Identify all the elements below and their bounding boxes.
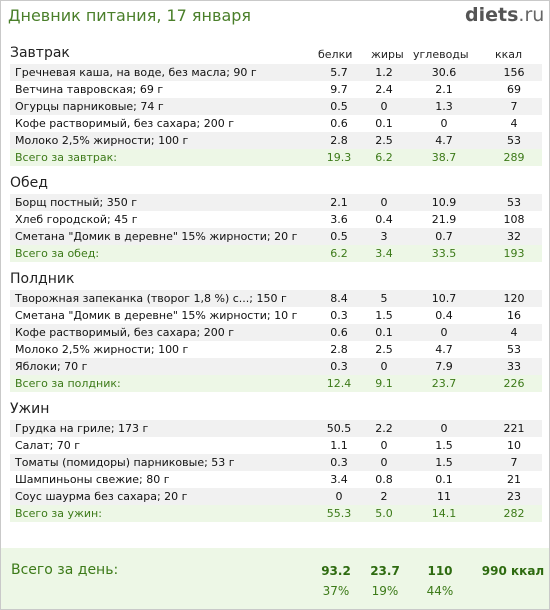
food-carbs: 0.1 [435, 473, 453, 486]
food-protein: 2.8 [330, 134, 348, 147]
food-carbs: 7.9 [435, 360, 453, 373]
food-row[interactable] [10, 488, 542, 505]
food-kcal: 33 [507, 360, 521, 373]
total-kcal: 282 [503, 507, 525, 520]
total-protein: 12.4 [326, 377, 352, 390]
meal-title: Обед [10, 175, 48, 191]
food-row[interactable] [10, 228, 542, 245]
meal-total-row [10, 375, 542, 392]
food-fat: 0 [380, 100, 388, 113]
food-name: Хлеб городской; 45 г [15, 213, 138, 226]
food-row[interactable] [10, 454, 542, 471]
food-row[interactable] [10, 341, 542, 358]
total-label: Всего за полдник: [15, 377, 121, 390]
meal-title: Полдник [10, 271, 75, 287]
site-logo[interactable] [465, 4, 544, 26]
food-name: Сметана "Домик в деревне" 15% жирности; 20 г [15, 230, 298, 243]
meal-total-row [10, 149, 542, 166]
total-kcal: 289 [503, 151, 525, 164]
day-total-label: Всего за день: [11, 562, 119, 578]
food-fat: 2.5 [375, 134, 393, 147]
food-carbs: 1.3 [435, 100, 453, 113]
food-kcal: 53 [507, 134, 521, 147]
total-protein: 19.3 [326, 151, 352, 164]
food-kcal: 221 [503, 422, 525, 435]
food-row[interactable] [10, 290, 542, 307]
food-carbs: 0 [440, 326, 448, 339]
food-kcal: 108 [503, 213, 525, 226]
day-carbs-percent: 44% [426, 584, 454, 598]
food-kcal: 21 [507, 473, 521, 486]
food-name: Яблоки; 70 г [15, 360, 88, 373]
food-name: Сметана "Домик в деревне" 15% жирности; 10 г [15, 309, 298, 322]
food-fat: 0 [380, 456, 388, 469]
food-row[interactable] [10, 307, 542, 324]
food-kcal: 120 [503, 292, 525, 305]
total-protein: 6.2 [330, 247, 348, 260]
food-carbs: 0 [440, 422, 448, 435]
total-label: Всего за обед: [15, 247, 100, 260]
food-protein: 8.4 [330, 292, 348, 305]
day-total-protein: 93.2 [321, 564, 351, 578]
food-kcal: 23 [507, 490, 521, 503]
total-protein: 55.3 [326, 507, 352, 520]
food-row[interactable] [10, 98, 542, 115]
meal-total-row [10, 505, 542, 522]
food-protein: 9.7 [330, 83, 348, 96]
food-protein: 0.3 [330, 456, 348, 469]
food-protein: 0.3 [330, 360, 348, 373]
food-name: Ветчина тавровская; 69 г [15, 83, 164, 96]
total-kcal: 193 [503, 247, 525, 260]
food-row[interactable] [10, 420, 542, 437]
total-label: Всего за завтрак: [15, 151, 118, 164]
food-kcal: 156 [503, 66, 525, 79]
food-carbs: 4.7 [435, 343, 453, 356]
food-name: Молоко 2,5% жирности; 100 г [15, 343, 189, 356]
food-row[interactable] [10, 437, 542, 454]
food-fat: 0 [380, 196, 388, 209]
food-fat: 2 [380, 490, 388, 503]
food-fat: 1.2 [375, 66, 393, 79]
food-fat: 0.1 [375, 326, 393, 339]
meal-title: Завтрак [10, 45, 70, 61]
food-kcal: 4 [510, 326, 518, 339]
food-fat: 0.4 [375, 213, 393, 226]
food-carbs: 1.5 [435, 439, 453, 452]
day-fat-percent: 19% [371, 584, 399, 598]
food-row[interactable] [10, 115, 542, 132]
food-carbs: 1.5 [435, 456, 453, 469]
food-protein: 2.8 [330, 343, 348, 356]
day-total-fat: 23.7 [370, 564, 400, 578]
food-fat: 3 [380, 230, 388, 243]
food-protein: 0.6 [330, 117, 348, 130]
food-protein: 0.5 [330, 230, 348, 243]
total-fat: 6.2 [375, 151, 393, 164]
meal-title: Ужин [10, 401, 50, 417]
food-kcal: 4 [510, 117, 518, 130]
food-protein: 5.7 [330, 66, 348, 79]
food-protein: 0 [335, 490, 343, 503]
food-protein: 1.1 [330, 439, 348, 452]
total-carbs: 14.1 [431, 507, 457, 520]
food-fat: 1.5 [375, 309, 393, 322]
food-row[interactable] [10, 194, 542, 211]
meal-total-row [10, 245, 542, 262]
header-fat: жиры [371, 48, 404, 61]
food-fat: 2.2 [375, 422, 393, 435]
food-row[interactable] [10, 211, 542, 228]
logo-tld: .ru [518, 4, 545, 26]
header-carbs: углеводы [413, 48, 469, 61]
food-name: Кофе растворимый, без сахара; 200 г [15, 117, 234, 130]
food-carbs: 10.9 [431, 196, 457, 209]
food-carbs: 0.7 [435, 230, 453, 243]
food-name: Творожная запеканка (творог 1,8 %) с...; 150 г [15, 292, 287, 305]
page-title: Дневник питания, 17 января [8, 6, 252, 25]
food-kcal: 10 [507, 439, 521, 452]
food-kcal: 7 [510, 456, 518, 469]
food-name: Томаты (помидоры) парниковые; 53 г [15, 456, 235, 469]
food-kcal: 32 [507, 230, 521, 243]
food-protein: 50.5 [326, 422, 352, 435]
total-fat: 3.4 [375, 247, 393, 260]
food-row[interactable] [10, 64, 542, 81]
food-fat: 0.8 [375, 473, 393, 486]
food-fat: 5 [380, 292, 388, 305]
total-fat: 5.0 [375, 507, 393, 520]
food-kcal: 53 [507, 343, 521, 356]
food-name: Молоко 2,5% жирности; 100 г [15, 134, 189, 147]
food-protein: 2.1 [330, 196, 348, 209]
day-total-kcal: 990 ккал [481, 564, 545, 578]
food-kcal: 16 [507, 309, 521, 322]
food-carbs: 11 [437, 490, 451, 503]
food-protein: 0.6 [330, 326, 348, 339]
day-total-carbs: 110 [427, 564, 453, 578]
food-name: Салат; 70 г [15, 439, 81, 452]
total-fat: 9.1 [375, 377, 393, 390]
food-name: Кофе растворимый, без сахара; 200 г [15, 326, 234, 339]
food-protein: 0.3 [330, 309, 348, 322]
header-kcal: ккал [495, 48, 523, 61]
food-kcal: 69 [507, 83, 521, 96]
total-label: Всего за ужин: [15, 507, 102, 520]
day-total-box [1, 548, 549, 609]
food-carbs: 21.9 [431, 213, 457, 226]
food-protein: 0.5 [330, 100, 348, 113]
total-carbs: 33.5 [431, 247, 457, 260]
food-row[interactable] [10, 358, 542, 375]
food-carbs: 0 [440, 117, 448, 130]
food-row[interactable] [10, 81, 542, 98]
total-kcal: 226 [503, 377, 525, 390]
food-carbs: 0.4 [435, 309, 453, 322]
header-protein: белки [318, 48, 353, 61]
food-row[interactable] [10, 471, 542, 488]
food-fat: 0.1 [375, 117, 393, 130]
food-carbs: 30.6 [431, 66, 457, 79]
food-protein: 3.6 [330, 213, 348, 226]
food-name: Гречневая каша, на воде, без масла; 90 г [15, 66, 257, 79]
food-kcal: 53 [507, 196, 521, 209]
logo-name: diets [465, 4, 519, 26]
food-carbs: 10.7 [431, 292, 457, 305]
food-protein: 3.4 [330, 473, 348, 486]
food-row[interactable] [10, 324, 542, 341]
food-carbs: 2.1 [435, 83, 453, 96]
food-name: Огурцы парниковые; 74 г [15, 100, 164, 113]
food-fat: 2.5 [375, 343, 393, 356]
food-name: Соус шаурма без сахара; 20 г [15, 490, 188, 503]
food-fat: 2.4 [375, 83, 393, 96]
food-kcal: 7 [510, 100, 518, 113]
food-carbs: 4.7 [435, 134, 453, 147]
food-name: Шампиньоны свежие; 80 г [15, 473, 170, 486]
food-fat: 0 [380, 360, 388, 373]
food-name: Грудка на гриле; 173 г [15, 422, 149, 435]
food-name: Борщ постный; 350 г [15, 196, 137, 209]
day-protein-percent: 37% [322, 584, 350, 598]
total-carbs: 38.7 [431, 151, 457, 164]
food-fat: 0 [380, 439, 388, 452]
total-carbs: 23.7 [431, 377, 457, 390]
food-row[interactable] [10, 132, 542, 149]
